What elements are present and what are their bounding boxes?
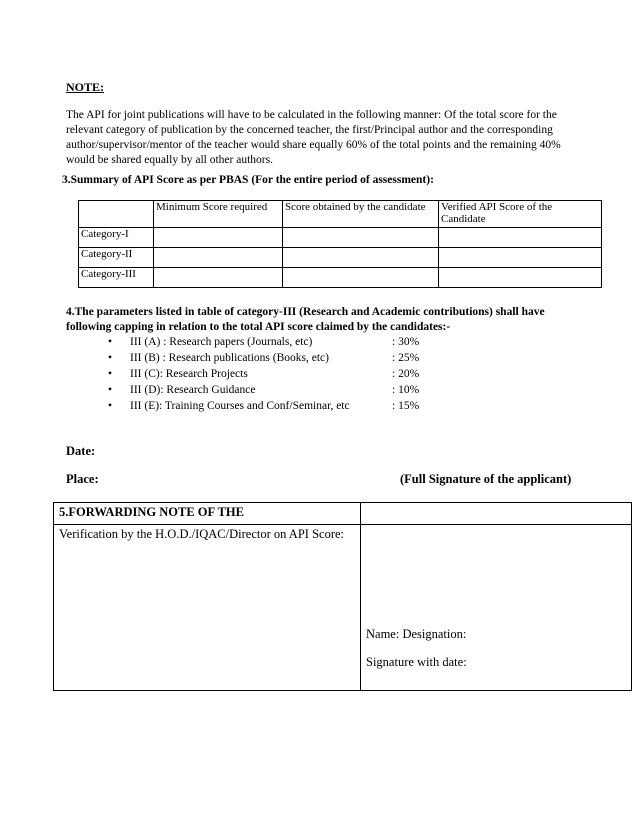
date-label: Date: [66,444,96,458]
signature-block [361,525,632,691]
header-cell [79,201,154,228]
row-label: Category-III [79,268,154,288]
bullet-icon: • [108,352,113,364]
header-cell: Verified API Score of the Candidate [439,201,602,228]
capping-list [108,334,428,414]
capping-label: III (A) : Research papers (Journals, etc) [130,336,313,348]
row-label: Category-II [79,248,154,268]
table-cell [439,248,602,268]
list-item [108,398,428,414]
row-label: Category-I [79,228,154,248]
forwarding-note-table [53,502,632,691]
table-header-row [54,503,632,525]
capping-value: : 20% [392,368,420,380]
signature-date-label: Signature with date: [366,655,467,669]
place-label: Place: [66,472,99,486]
capping-value: : 30% [392,336,420,348]
verification-label: Verification by the H.O.D./IQAC/Director on API Score: [54,525,361,691]
capping-label: III (C): Research Projects [130,368,248,380]
capping-label: III (D): Research Guidance [130,384,256,396]
table-row [79,228,602,248]
header-cell: Minimum Score required [154,201,283,228]
table-row [54,525,632,691]
note-heading: NOTE: [66,80,105,94]
table-cell [283,268,439,288]
table-cell [283,228,439,248]
signature-label: (Full Signature of the applicant) [400,472,572,486]
table-cell [361,503,632,525]
bullet-icon: • [108,368,113,380]
header-cell: Score obtained by the candidate [283,201,439,228]
table-cell [154,268,283,288]
table-row [79,248,602,268]
table-header-row [79,201,602,228]
capping-value: : 15% [392,400,420,412]
note-paragraph: The API for joint publications will have to be calculated in the following manner: Of the total score for the relevant category of publication by the concerned teacher, the first/Principal author and the corresponding author/supervisor/mentor of the teacher would share equally 60% of the total points and the remaining 40% would be shared equally by all other authors. [66,109,561,166]
list-item [108,334,428,350]
capping-value: : 10% [392,384,420,396]
bullet-icon: • [108,336,113,348]
table-cell [439,268,602,288]
section3-title: 3.Summary of API Score as per PBAS (For the entire period of assessment): [62,174,434,186]
table-cell [154,228,283,248]
table-cell [439,228,602,248]
name-designation-label: Name: Designation: [366,627,467,641]
list-item [108,366,428,382]
api-summary-table [78,200,602,288]
capping-label: III (E): Training Courses and Conf/Seminar, etc [130,400,350,412]
bullet-icon: • [108,400,113,412]
table-cell [154,248,283,268]
list-item [108,350,428,366]
section4-title: 4.The parameters listed in table of category-III (Research and Academic contributions) shall have following capping in relation to the total API score claimed by the candidates:- [66,306,545,333]
table-row [79,268,602,288]
table-cell [283,248,439,268]
list-item [108,382,428,398]
section5-title: 5.FORWARDING NOTE OF THE [54,503,361,525]
capping-value: : 25% [392,352,420,364]
capping-label: III (B) : Research publications (Books, etc) [130,352,329,364]
bullet-icon: • [108,384,113,396]
